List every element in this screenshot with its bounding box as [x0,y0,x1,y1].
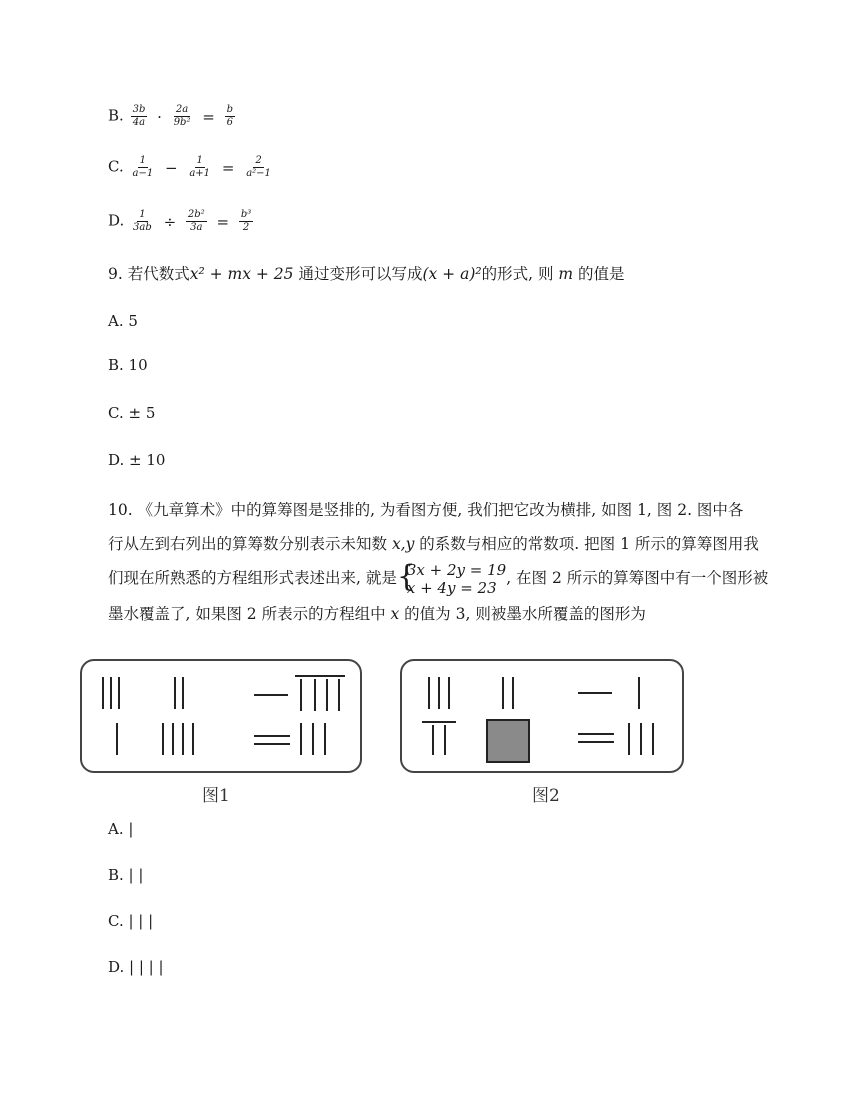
q9-stem-text-d: 的值是 [573,265,625,283]
q10-equation-system: { 3x + 2y = 19 x + 4y = 23 [396,559,507,597]
q10-line-2: 行从左到右列出的算筹数分别表示未知数 x,y 的系数与相应的常数项. 把图 1 所示的算筹图用我 [108,535,759,553]
q9-expression-1: x² + mx + 25 [189,265,294,283]
q8d-fraction-1: $\frac{1}{3ab}$ [133,209,152,233]
q10-option-d[interactable]: D. | | | | [108,958,164,976]
q9-option-b[interactable]: B. 10 [108,356,148,374]
figure-2-box [400,659,684,773]
q8b-fraction-2: $\frac{2a}{\text{9b²}}$ [173,104,191,128]
ink-blot [486,719,530,763]
q9-stem-text-c: 的形式, 则 [481,265,559,283]
q8c-fraction-1: $\frac{1}{a-1}$ [132,155,154,179]
q8d-equals: = [216,212,230,231]
q8d-operator: ÷ [163,212,177,231]
q9-option-d[interactable]: D. ± 10 [108,451,166,469]
q10-stem [108,493,808,631]
q9-option-a[interactable]: A. 5 [108,312,138,330]
q10-option-a[interactable]: A. | [108,820,134,838]
q9-option-c[interactable]: C. ± 5 [108,404,156,422]
q10-option-b[interactable]: B. | | [108,866,144,884]
q8-option-d[interactable] [108,209,255,234]
q10-line-4: 墨水覆盖了, 如果图 2 所表示的方程组中 x 的值为 3, 则被墨水所覆盖的图形为 [108,605,646,623]
figure-2-caption: 图2 [532,786,560,806]
q10-line-1: 10. 《九章算术》中的算筹图是竖排的, 为看图方便, 我们把它改为横排, 如图 1, 图 2. 图中各 [108,501,744,519]
q9-variable-m: m [558,265,574,283]
q8d-result: $\frac{\text{b³}}{2}$ [240,209,252,233]
q9-stem [108,262,625,284]
q10-line-3: 们现在所熟悉的方程组形式表述出来, 就是 { 3x + 2y = 19 x + 4y = 23 , 在图 2 所示的算筹图中有一个图形被 [108,559,769,597]
q8c-fraction-2: $\frac{1}{a+1}$ [189,155,211,179]
q10-option-c[interactable]: C. | | | [108,912,154,930]
q8c-result: $\frac{2}{\text{a²−1}}$ [246,155,271,179]
q8b-operator: · [157,107,162,126]
q8-option-c[interactable] [108,155,275,180]
q8c-operator: − [164,158,178,177]
q9-expression-2: (x + a)² [422,265,482,283]
q8b-fraction-1: $\frac{3b}{4a}$ [132,104,146,128]
q8c-equals: = [221,158,235,177]
q8d-fraction-2: $\frac{\text{2b²}}{3a}$ [187,209,205,233]
counting-rods-figure [78,655,688,805]
q9-stem-text-a: 9. 若代数式 [108,265,190,283]
figure-1-caption: 图1 [202,786,230,806]
q8-option-b-label: B. [108,106,124,125]
q9-stem-text-b: 通过变形可以写成 [293,265,423,283]
q8-option-d-label: D. [108,211,125,230]
q8b-equals: = [202,107,215,126]
q8b-result: $\frac{b}{6}$ [226,104,234,128]
figure-1-box [80,659,362,773]
q8-option-c-label: C. [108,157,124,176]
q8-option-b[interactable] [108,104,237,129]
